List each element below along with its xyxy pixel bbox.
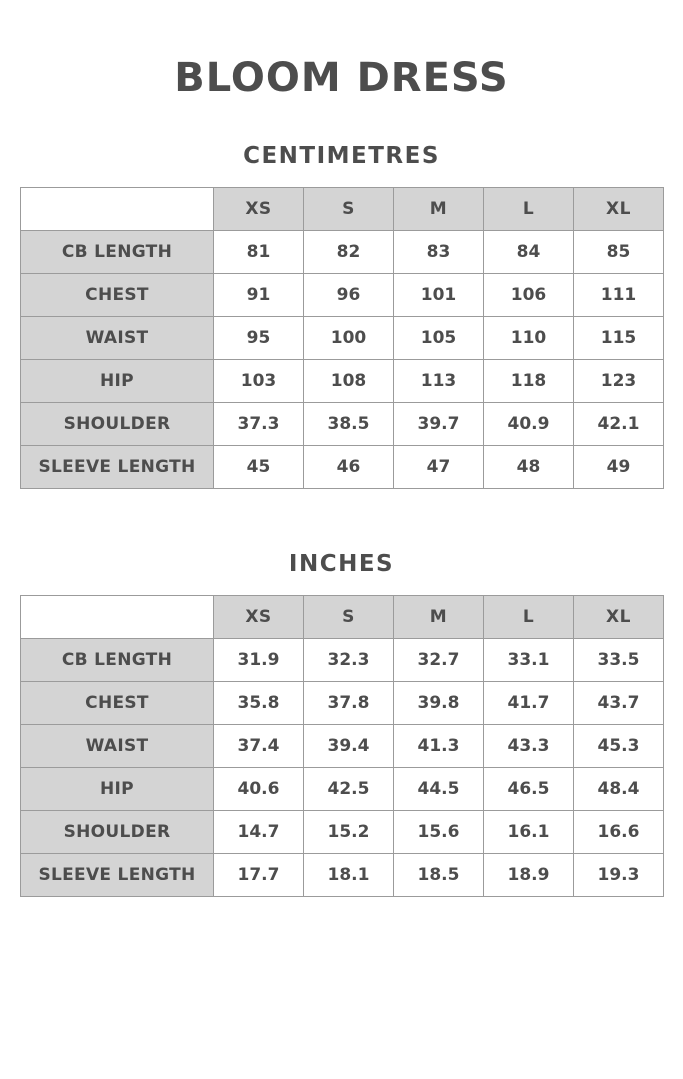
table-corner-cell <box>21 596 214 639</box>
cell-cb-length-m: 32.7 <box>394 639 484 682</box>
cell-chest-xs: 35.8 <box>214 682 304 725</box>
size-table-section-centimetres <box>20 143 663 489</box>
section-heading-centimetres: CENTIMETRES <box>243 143 440 169</box>
table-row <box>21 446 664 489</box>
cell-sleeve-length-s: 46 <box>304 446 394 489</box>
cell-chest-l: 41.7 <box>484 682 574 725</box>
table-header-inches <box>21 596 664 639</box>
cell-waist-xs: 37.4 <box>214 725 304 768</box>
table-row <box>21 231 664 274</box>
cell-shoulder-s: 38.5 <box>304 403 394 446</box>
cell-chest-l: 106 <box>484 274 574 317</box>
cell-sleeve-length-s: 18.1 <box>304 854 394 897</box>
row-label-sleeve-length: SLEEVE LENGTH <box>21 446 214 489</box>
cell-hip-xs: 40.6 <box>214 768 304 811</box>
section-heading-inches: INCHES <box>288 551 395 577</box>
cell-hip-s: 108 <box>304 360 394 403</box>
cell-waist-l: 110 <box>484 317 574 360</box>
cell-chest-xs: 91 <box>214 274 304 317</box>
cell-waist-l: 43.3 <box>484 725 574 768</box>
table-row <box>21 274 664 317</box>
cell-cb-length-s: 82 <box>304 231 394 274</box>
size-table-inches <box>20 595 664 897</box>
table-header-centimetres <box>21 188 664 231</box>
cell-chest-s: 37.8 <box>304 682 394 725</box>
cell-sleeve-length-xl: 49 <box>574 446 664 489</box>
size-header-m: M <box>394 596 484 639</box>
cell-hip-xl: 48.4 <box>574 768 664 811</box>
cell-chest-m: 39.8 <box>394 682 484 725</box>
cell-cb-length-xl: 33.5 <box>574 639 664 682</box>
table-row <box>21 360 664 403</box>
row-label-waist: WAIST <box>21 725 214 768</box>
cell-shoulder-l: 16.1 <box>484 811 574 854</box>
size-header-l: L <box>484 596 574 639</box>
cell-shoulder-xs: 37.3 <box>214 403 304 446</box>
cell-shoulder-s: 15.2 <box>304 811 394 854</box>
table-header-row <box>21 188 664 231</box>
cell-waist-xl: 115 <box>574 317 664 360</box>
cell-cb-length-m: 83 <box>394 231 484 274</box>
cell-chest-xl: 43.7 <box>574 682 664 725</box>
table-row <box>21 854 664 897</box>
size-chart-page <box>0 55 683 1079</box>
size-header-xl: XL <box>574 596 664 639</box>
row-label-cb-length: CB LENGTH <box>21 231 214 274</box>
cell-cb-length-xl: 85 <box>574 231 664 274</box>
cell-sleeve-length-xs: 45 <box>214 446 304 489</box>
table-row <box>21 811 664 854</box>
size-header-m: M <box>394 188 484 231</box>
cell-chest-xl: 111 <box>574 274 664 317</box>
cell-cb-length-l: 33.1 <box>484 639 574 682</box>
cell-shoulder-m: 39.7 <box>394 403 484 446</box>
cell-hip-xl: 123 <box>574 360 664 403</box>
row-label-waist: WAIST <box>21 317 214 360</box>
cell-cb-length-xs: 31.9 <box>214 639 304 682</box>
cell-hip-xs: 103 <box>214 360 304 403</box>
row-label-chest: CHEST <box>21 274 214 317</box>
page-title: BLOOM DRESS <box>174 55 509 101</box>
size-header-xl: XL <box>574 188 664 231</box>
cell-shoulder-xl: 42.1 <box>574 403 664 446</box>
cell-shoulder-xs: 14.7 <box>214 811 304 854</box>
row-label-shoulder: SHOULDER <box>21 811 214 854</box>
size-table-centimetres <box>20 187 664 489</box>
cell-cb-length-xs: 81 <box>214 231 304 274</box>
cell-cb-length-l: 84 <box>484 231 574 274</box>
table-row <box>21 768 664 811</box>
cell-sleeve-length-l: 18.9 <box>484 854 574 897</box>
size-header-l: L <box>484 188 574 231</box>
row-label-chest: CHEST <box>21 682 214 725</box>
size-header-xs: XS <box>214 596 304 639</box>
cell-waist-s: 100 <box>304 317 394 360</box>
table-row <box>21 639 664 682</box>
cell-sleeve-length-m: 18.5 <box>394 854 484 897</box>
cell-hip-s: 42.5 <box>304 768 394 811</box>
cell-sleeve-length-xl: 19.3 <box>574 854 664 897</box>
table-body-centimetres <box>21 231 664 489</box>
cell-hip-m: 44.5 <box>394 768 484 811</box>
cell-hip-l: 118 <box>484 360 574 403</box>
cell-waist-s: 39.4 <box>304 725 394 768</box>
cell-shoulder-l: 40.9 <box>484 403 574 446</box>
cell-chest-m: 101 <box>394 274 484 317</box>
cell-waist-m: 41.3 <box>394 725 484 768</box>
cell-shoulder-m: 15.6 <box>394 811 484 854</box>
table-row <box>21 403 664 446</box>
cell-waist-m: 105 <box>394 317 484 360</box>
row-label-hip: HIP <box>21 768 214 811</box>
table-body-inches <box>21 639 664 897</box>
table-corner-cell <box>21 188 214 231</box>
size-header-s: S <box>304 596 394 639</box>
row-label-cb-length: CB LENGTH <box>21 639 214 682</box>
table-row <box>21 682 664 725</box>
cell-hip-m: 113 <box>394 360 484 403</box>
size-header-xs: XS <box>214 188 304 231</box>
cell-chest-s: 96 <box>304 274 394 317</box>
table-header-row <box>21 596 664 639</box>
table-row <box>21 725 664 768</box>
row-label-sleeve-length: SLEEVE LENGTH <box>21 854 214 897</box>
cell-sleeve-length-l: 48 <box>484 446 574 489</box>
cell-waist-xs: 95 <box>214 317 304 360</box>
cell-sleeve-length-m: 47 <box>394 446 484 489</box>
cell-hip-l: 46.5 <box>484 768 574 811</box>
table-row <box>21 317 664 360</box>
cell-shoulder-xl: 16.6 <box>574 811 664 854</box>
cell-waist-xl: 45.3 <box>574 725 664 768</box>
cell-sleeve-length-xs: 17.7 <box>214 854 304 897</box>
size-table-section-inches <box>20 551 663 897</box>
row-label-shoulder: SHOULDER <box>21 403 214 446</box>
row-label-hip: HIP <box>21 360 214 403</box>
size-header-s: S <box>304 188 394 231</box>
cell-cb-length-s: 32.3 <box>304 639 394 682</box>
